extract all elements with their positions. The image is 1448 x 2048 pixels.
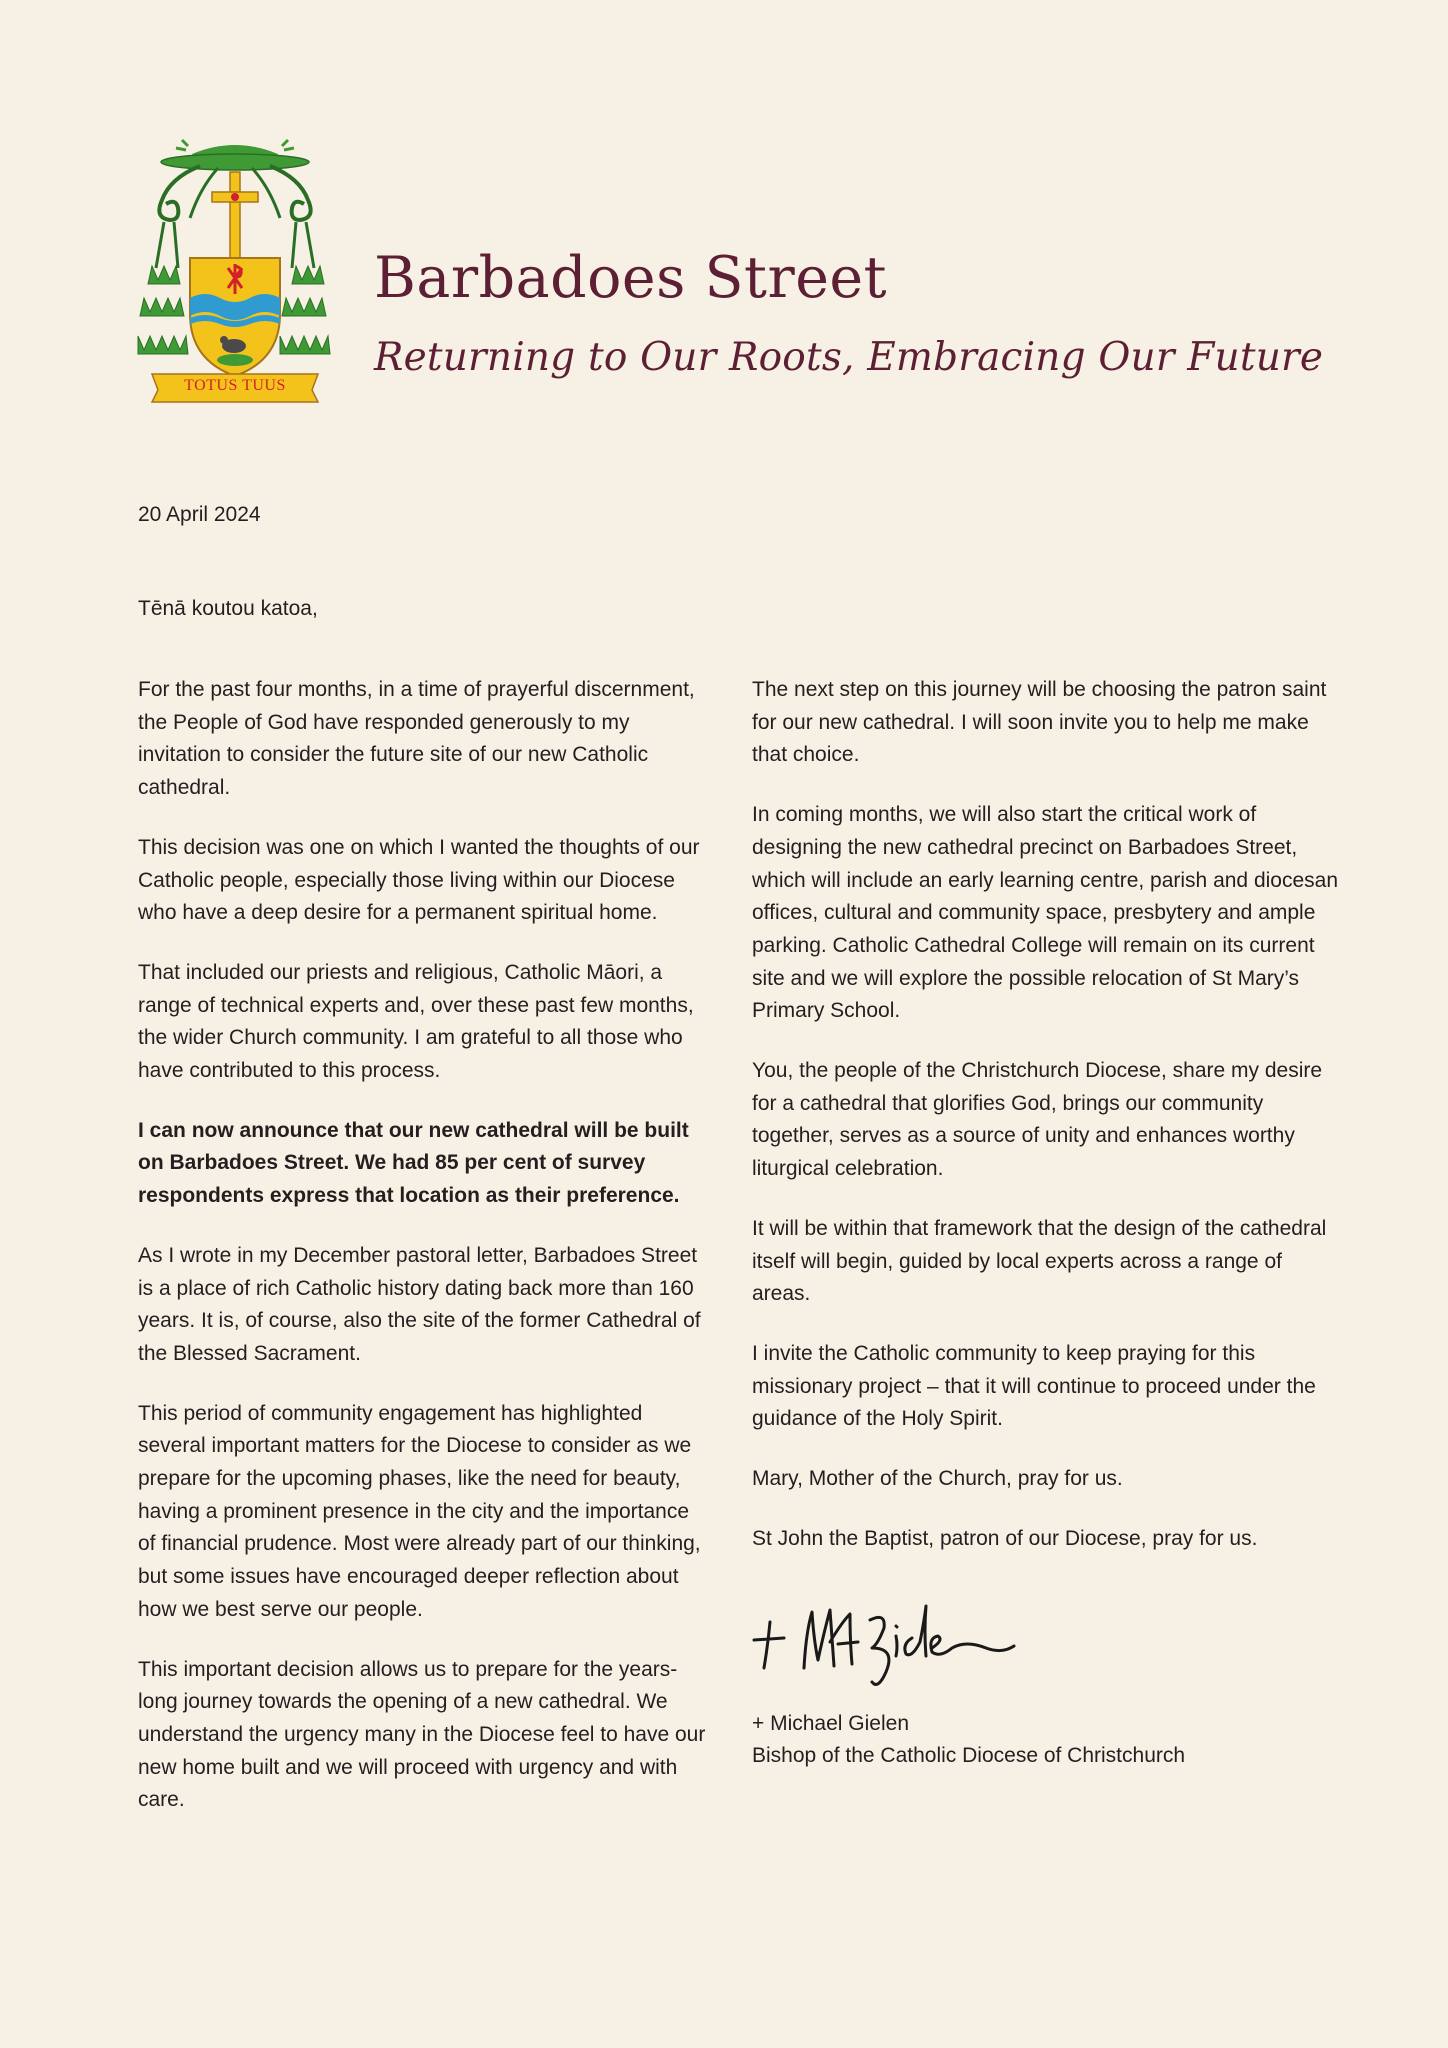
coat-of-arms-logo — [130, 138, 340, 410]
paragraph: As I wrote in my December pastoral letter, Barbadoes Street is a place of rich Catholic history dating back more than 160 years. It is, of course, also the site of the former Cathedral of the Blessed Sacrament. — [138, 1243, 701, 1365]
page-title: Barbadoes Street — [374, 245, 888, 311]
letter-column-left — [138, 674, 708, 1844]
letter-greeting: Tēnā koutou katoa, — [138, 597, 318, 620]
letter-date: 20 April 2024 — [138, 503, 261, 526]
paragraph: St John the Baptist, patron of our Diocese, pray for us. — [752, 1526, 1258, 1550]
paragraph: Mary, Mother of the Church, pray for us. — [752, 1467, 1123, 1491]
paragraph: That included our priests and religious, Catholic Māori, a range of technical experts and, over these past few months, the wider Church community. I am grateful to all those who have contributed to this process. — [138, 960, 694, 1083]
paragraph: The next step on this journey will be choosing the patron saint for our new cathedral. I will soon invite you to help me make that choice. — [752, 678, 1327, 767]
paragraph: This decision was one on which I wanted the thoughts of our Catholic people, especially those living within our Diocese who have a deep desire for a permanent spiritual home. — [138, 835, 700, 925]
signatory-title: Bishop of the Catholic Diocese of Christchurch — [752, 1744, 1186, 1768]
paragraph: It will be within that framework that the design of the cathedral itself will begin, guided by local experts across a range of areas. — [752, 1216, 1327, 1306]
paragraph: You, the people of the Christchurch Diocese, share my desire for a cathedral that glorifies God, brings our community together, serves as a source of unity and enhances worthy liturgical celebration. — [752, 1059, 1323, 1181]
paragraph: For the past four months, in a time of prayerful discernment, the People of God have responded generously to my invitation to consider the future site of our new Catholic cathedral. — [138, 678, 695, 800]
paragraph: In coming months, we will also start the critical work of designing the new cathedral precinct on Barbadoes Street, which will include an early learning centre, parish and diocesan offices, cultural and community space, presbytery and ample parking. Catholic Cathedral College will remain on its current site and we will explore the possible relocation of St Mary’s Primary School. — [752, 803, 1339, 1023]
signatory-name: + Michael Gielen — [752, 1712, 909, 1736]
paragraph: This important decision allows us to prepare for the years-long journey towards the opening of a new cathedral. We understand the urgency many in the Diocese feel to have our new home built and we will proceed with urgency and with care. — [138, 1657, 706, 1812]
handwritten-signature — [746, 1582, 1036, 1702]
announcement-paragraph: I can now announce that our new cathedral will be built on Barbadoes Street. We had 85 per cent of survey respondents express that location as their preference. — [138, 1118, 689, 1208]
paragraph: I invite the Catholic community to keep praying for this missionary project – that it will continue to proceed under the guidance of the Holy Spirit. — [752, 1341, 1316, 1431]
paragraph: This period of community engagement has highlighted several important matters for the Diocese to consider as we prepare for the upcoming phases, like the need for beauty, having a prominent presence in the city and the importance of financial prudence. Most were already part of our thinking, but some issues have encouraged deeper reflection about how we best serve our people. — [138, 1401, 701, 1621]
page-subtitle: Returning to Our Roots, Embracing Our Future — [374, 335, 1324, 380]
crest-motto: TOTUS TUUS — [184, 377, 286, 394]
letter-column-right — [752, 674, 1342, 1772]
